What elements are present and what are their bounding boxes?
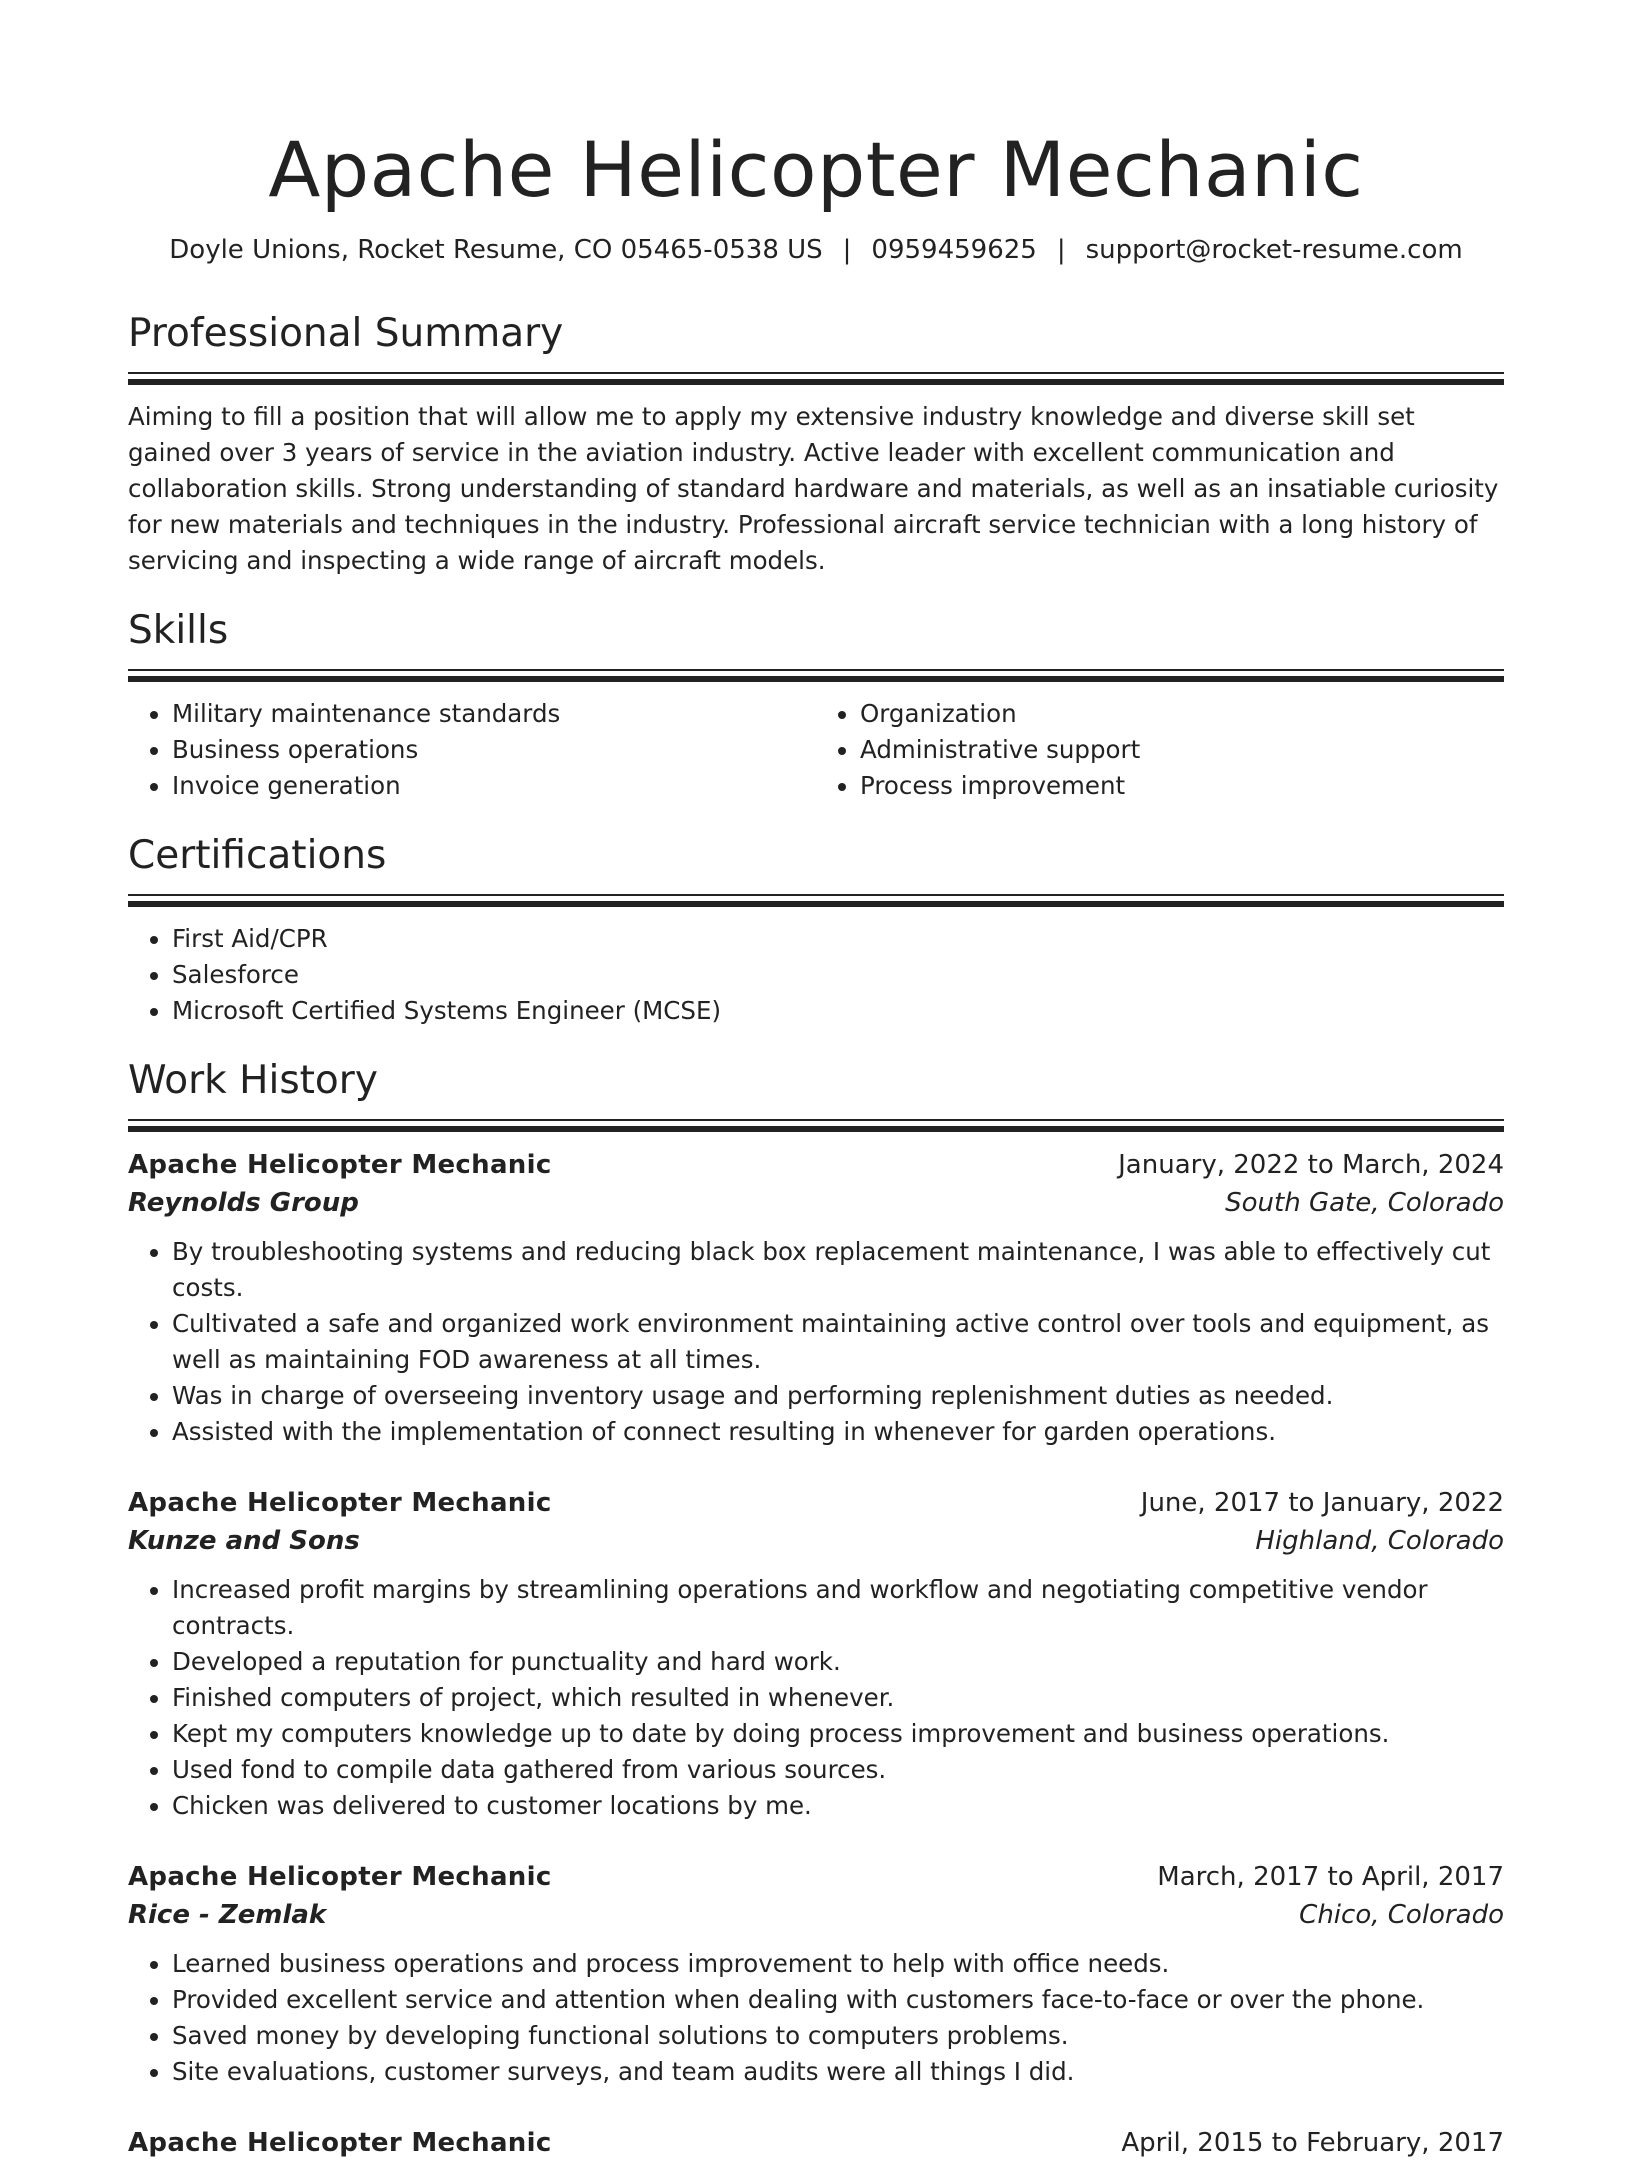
certification-item: • First Aid/CPR [172, 921, 1504, 957]
certifications-list [128, 921, 1504, 1029]
certifications-section [128, 830, 1504, 1029]
job-title: Apache Helicopter Mechanic [128, 1150, 552, 1180]
section-divider [128, 669, 1504, 682]
skill-item: • Process improvement [860, 768, 1504, 804]
job-bullet: • Was in charge of overseeing inventory usage and performing replenishment duties as needed. [172, 1378, 1504, 1414]
contact-separator: | [1056, 235, 1066, 265]
job-title: Apache Helicopter Mechanic [128, 1862, 552, 1892]
section-divider [128, 1119, 1504, 1132]
candidate-name: Apache Helicopter Mechanic [268, 125, 1364, 214]
skills-heading: Skills [128, 608, 229, 653]
job-location: Highland, Colorado [1255, 1526, 1504, 1556]
certifications-heading: Certifications [128, 833, 387, 878]
job-company: Rice - Zemlak [128, 1900, 327, 1930]
job-bullet: • Learned business operations and process improvement to help with office needs. [172, 1946, 1504, 1982]
summary-heading: Professional Summary [128, 311, 564, 356]
job-company: Reynolds Group [128, 1188, 359, 1218]
skill-item: • Administrative support [860, 732, 1504, 768]
job-bullet: • Kept my computers knowledge up to date by doing process improvement and business operations. [172, 1716, 1504, 1752]
job-bullets [128, 1946, 1504, 2090]
job-location: South Gate, Colorado [1225, 1188, 1504, 1218]
job-bullet: • Site evaluations, customer surveys, and team audits were all things I did. [172, 2054, 1504, 2090]
skills-columns [128, 682, 1504, 804]
job-bullet: • Provided excellent service and attention when dealing with customers face-to-face or over the phone. [172, 1982, 1504, 2018]
job-company: Kunze and Sons [128, 1526, 360, 1556]
job-dates: March, 2017 to April, 2017 [1157, 1862, 1504, 1892]
job-bullet: • Developed a reputation for punctuality and hard work. [172, 1644, 1504, 1680]
contact-email[interactable]: support@rocket-resume.com [1085, 235, 1463, 265]
certification-item: • Salesforce [172, 957, 1504, 993]
summary-section [128, 308, 1504, 579]
job-dates: April, 2015 to February, 2017 [1121, 2128, 1504, 2158]
work-history-section [128, 1055, 1504, 2162]
job-bullet: • Assisted with the implementation of connect resulting in whenever for garden operations. [172, 1414, 1504, 1450]
work-history-heading: Work History [128, 1058, 378, 1103]
job-bullet: • Cultivated a safe and organized work environment maintaining active control over tools and equipment, as well as maintaining FOD awareness at all times. [172, 1306, 1504, 1378]
job-entry [128, 1146, 1504, 1450]
job-location: Chico, Colorado [1299, 1900, 1504, 1930]
skills-list-right [816, 696, 1504, 804]
skills-list-left [128, 696, 816, 804]
contact-address: Doyle Unions, Rocket Resume, CO 05465-0538 US [169, 235, 823, 265]
skill-item: • Military maintenance standards [172, 696, 816, 732]
contact-phone: 0959459625 [871, 235, 1037, 265]
job-dates: June, 2017 to January, 2022 [1140, 1488, 1504, 1518]
section-divider [128, 372, 1504, 385]
job-bullet: • Finished computers of project, which resulted in whenever. [172, 1680, 1504, 1716]
job-bullets [128, 1234, 1504, 1450]
job-bullet: • By troubleshooting systems and reducing black box replacement maintenance, I was able to effectively cut costs. [172, 1234, 1504, 1306]
skill-item: • Business operations [172, 732, 816, 768]
certification-item: • Microsoft Certified Systems Engineer (MCSE) [172, 993, 1504, 1029]
summary-text: Aiming to fill a position that will allow me to apply my extensive industry knowledge and diverse skill set gained over 3 years of service in the aviation industry. Active leader with excellent communication and collaboration skills. Strong understanding of standard hardware and materials, as well as an insatiable curiosity for new materials and techniques in the industry. Professional aircraft service technician with a long history of servicing and inspecting a wide range of aircraft models. [128, 402, 1499, 575]
job-entry [128, 2124, 1504, 2162]
job-bullet: • Saved money by developing functional solutions to computers problems. [172, 2018, 1504, 2054]
job-bullet: • Chicken was delivered to customer locations by me. [172, 1788, 1504, 1824]
job-dates: January, 2022 to March, 2024 [1118, 1150, 1504, 1180]
contact-separator: | [842, 235, 852, 265]
job-entry [128, 1858, 1504, 2090]
contact-line [128, 232, 1504, 268]
job-title: Apache Helicopter Mechanic [128, 1488, 552, 1518]
job-bullet: • Increased profit margins by streamlining operations and workflow and negotiating competitive vendor contracts. [172, 1572, 1504, 1644]
section-divider [128, 894, 1504, 907]
skill-item: • Invoice generation [172, 768, 816, 804]
job-bullet: • Used fond to compile data gathered from various sources. [172, 1752, 1504, 1788]
job-entry [128, 1484, 1504, 1824]
skills-section [128, 605, 1504, 804]
job-bullets [128, 1572, 1504, 1824]
skill-item: • Organization [860, 696, 1504, 732]
job-title: Apache Helicopter Mechanic [128, 2128, 552, 2158]
